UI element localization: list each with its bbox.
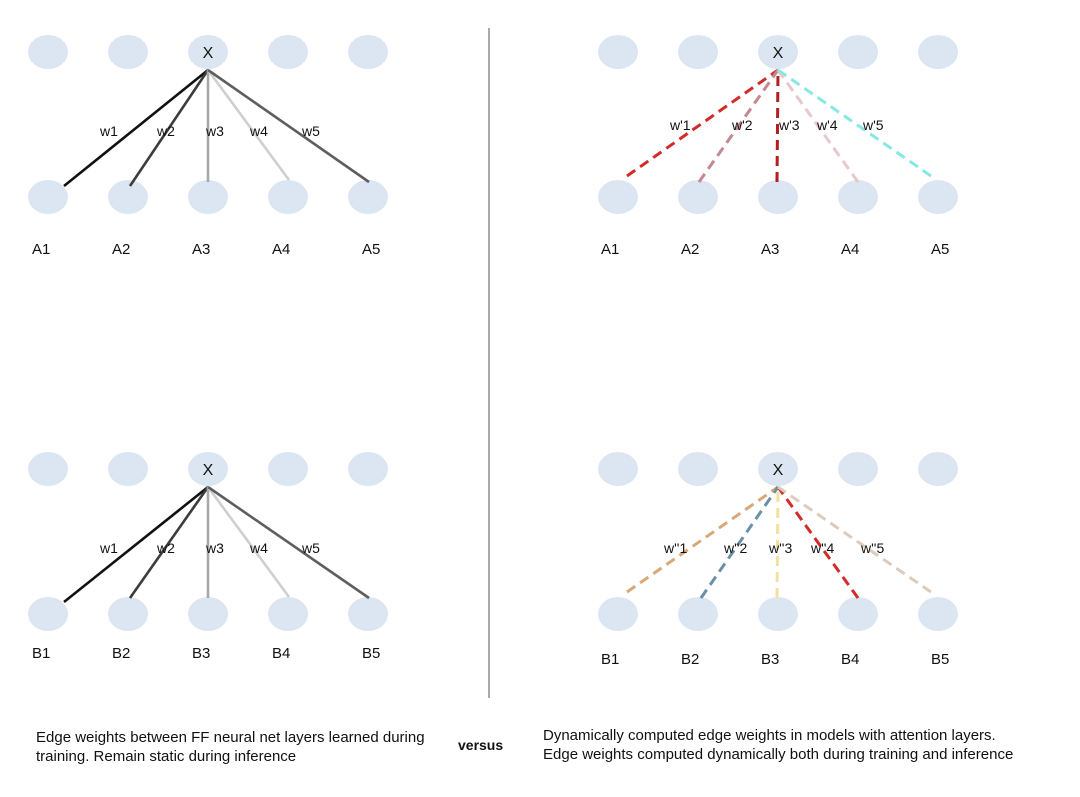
target-node — [918, 597, 958, 631]
top-node — [918, 35, 958, 69]
target-label: A1 — [32, 241, 51, 258]
edge-1 — [64, 487, 208, 602]
target-label: B1 — [601, 651, 620, 668]
target-node — [838, 597, 878, 631]
caption-versus: versus — [458, 737, 504, 753]
top-node — [348, 452, 388, 486]
target-node — [918, 180, 958, 214]
top-node — [838, 35, 878, 69]
edge-5 — [208, 487, 369, 598]
target-node — [758, 180, 798, 214]
target-label: B4 — [272, 645, 291, 662]
top-node — [678, 452, 718, 486]
panel-attn-b — [598, 452, 958, 668]
edge-weight-label: w5 — [302, 123, 320, 139]
top-node — [108, 452, 148, 486]
target-node — [678, 180, 718, 214]
top-node — [598, 35, 638, 69]
target-label: A2 — [112, 241, 131, 258]
edge-weight-label: w1 — [100, 123, 118, 139]
target-label: A1 — [601, 241, 620, 258]
target-node — [838, 180, 878, 214]
top-node — [678, 35, 718, 69]
edge-5 — [208, 70, 369, 182]
edge-weight-label: w3 — [206, 123, 224, 139]
target-node — [108, 180, 148, 214]
edge-weight-label: w''3 — [769, 540, 793, 556]
source-label: X — [202, 45, 214, 62]
target-label: B5 — [362, 645, 381, 662]
edge-weight-label: w1 — [100, 540, 118, 556]
panel-ff-a — [28, 35, 388, 258]
edge-weight-label: w5 — [302, 540, 320, 556]
edge-3 — [777, 70, 778, 182]
top-node — [918, 452, 958, 486]
top-node — [28, 452, 68, 486]
edge-weight-label: w'4 — [817, 117, 838, 133]
top-node — [348, 35, 388, 69]
target-node — [678, 597, 718, 631]
target-node — [188, 597, 228, 631]
edge-5 — [778, 487, 931, 592]
edge-weight-label: w''1 — [664, 540, 688, 556]
caption-attention: Dynamically computed edge weights in models with attention layers. Edge weights computed dynamically both during training and inference — [543, 727, 1014, 763]
target-label: B1 — [32, 645, 51, 662]
edge-1 — [64, 70, 208, 186]
target-node — [758, 597, 798, 631]
source-label: X — [772, 462, 784, 479]
target-node — [598, 597, 638, 631]
target-node — [348, 180, 388, 214]
edge-weight-label: w''2 — [724, 540, 748, 556]
target-label: A2 — [681, 241, 700, 258]
top-node — [268, 452, 308, 486]
edge-weight-label: w'3 — [779, 117, 800, 133]
source-label: X — [202, 462, 214, 479]
target-label: A4 — [272, 241, 291, 258]
target-label: A4 — [841, 241, 860, 258]
edge-weight-label: w'1 — [670, 117, 691, 133]
source-label: X — [772, 45, 784, 62]
target-node — [108, 597, 148, 631]
edge-weight-label: w'5 — [863, 117, 884, 133]
target-label: B3 — [192, 645, 211, 662]
edge-weight-label: w2 — [157, 540, 175, 556]
target-label: A3 — [761, 241, 780, 258]
target-node — [268, 597, 308, 631]
target-node — [348, 597, 388, 631]
target-label: A5 — [362, 241, 381, 258]
edge-weight-label: w'2 — [732, 117, 753, 133]
edge-1 — [627, 487, 778, 592]
target-label: B3 — [761, 651, 780, 668]
panel-ff-b — [28, 452, 388, 662]
edge-5 — [778, 70, 931, 176]
top-node — [838, 452, 878, 486]
edge-1 — [627, 70, 778, 176]
target-label: A5 — [931, 241, 950, 258]
edge-weight-label: w3 — [206, 540, 224, 556]
target-label: B2 — [112, 645, 131, 662]
top-node — [268, 35, 308, 69]
top-node — [598, 452, 638, 486]
target-label: A3 — [192, 241, 211, 258]
target-label: B2 — [681, 651, 700, 668]
edge-weight-label: w''4 — [811, 540, 835, 556]
target-node — [28, 597, 68, 631]
target-node — [598, 180, 638, 214]
target-label: B4 — [841, 651, 860, 668]
target-label: B5 — [931, 651, 950, 668]
top-node — [28, 35, 68, 69]
edge-weight-label: w4 — [250, 123, 268, 139]
edge-weight-label: w''5 — [861, 540, 885, 556]
caption-feedforward: Edge weights between FF neural net layers learned during training. Remain static during inference — [36, 729, 425, 765]
target-node — [28, 180, 68, 214]
edge-weight-label: w4 — [250, 540, 268, 556]
top-node — [108, 35, 148, 69]
panel-attn-a — [598, 35, 958, 258]
target-node — [268, 180, 308, 214]
edge-weight-label: w2 — [157, 123, 175, 139]
target-node — [188, 180, 228, 214]
